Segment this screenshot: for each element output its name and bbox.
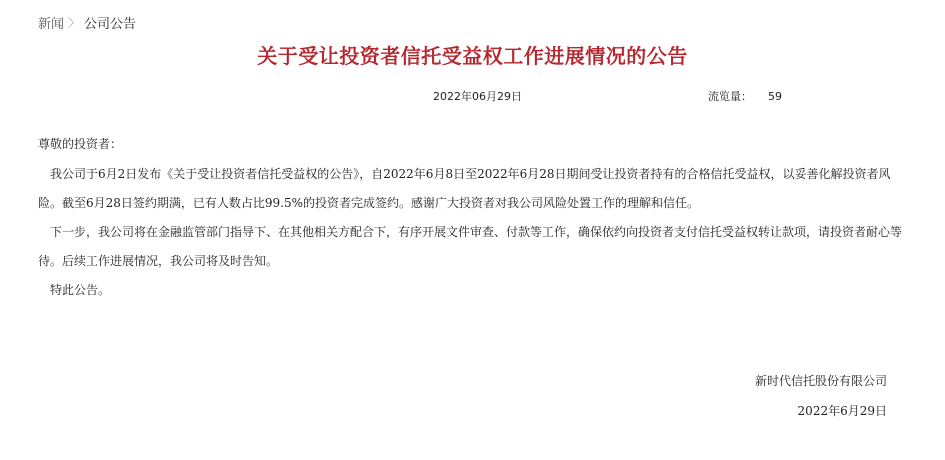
greeting: 尊敬的投资者：	[38, 137, 123, 151]
breadcrumb	[38, 13, 136, 32]
paragraph: 特此公告。	[50, 283, 111, 297]
signature-company: 新时代信托股份有限公司	[754, 374, 887, 388]
page-title: 关于受让投资者信托受益权工作进展情况的公告	[257, 44, 688, 68]
chevron-right-icon: 〉	[68, 16, 81, 30]
view-count	[708, 88, 782, 104]
view-count-label: 流览量：	[708, 90, 752, 103]
paragraph: 我公司于6月2日发布《关于受让投资者信托受益权的公告》，自2022年6月8日至2022年6月28日期间受让投资者持有的合格信托受益权，以妥善化解投资者风险。截至6月28日签约期满，已有人数占比99.5%的投资者完成签约。感谢广大投资者对我公司风险处置工作的理解和信任。	[38, 167, 891, 210]
breadcrumb-link-news[interactable]: 新闻	[38, 17, 65, 32]
paragraph: 下一步，我公司将在金融监管部门指导下、在其他相关方配合下，有序开展文件审查、付款等工作，确保依约向投资者支付信托受益权转让款项，请投资者耐心等待。后续工作进展情况，我公司将及时告知。	[38, 225, 903, 268]
breadcrumb-current[interactable]: 公司公告	[84, 17, 137, 32]
view-count-value: 59	[768, 90, 782, 103]
article-body	[38, 130, 903, 305]
publish-date: 2022年06月29日	[433, 90, 522, 103]
signature-date: 2022年6月29日	[797, 404, 887, 418]
